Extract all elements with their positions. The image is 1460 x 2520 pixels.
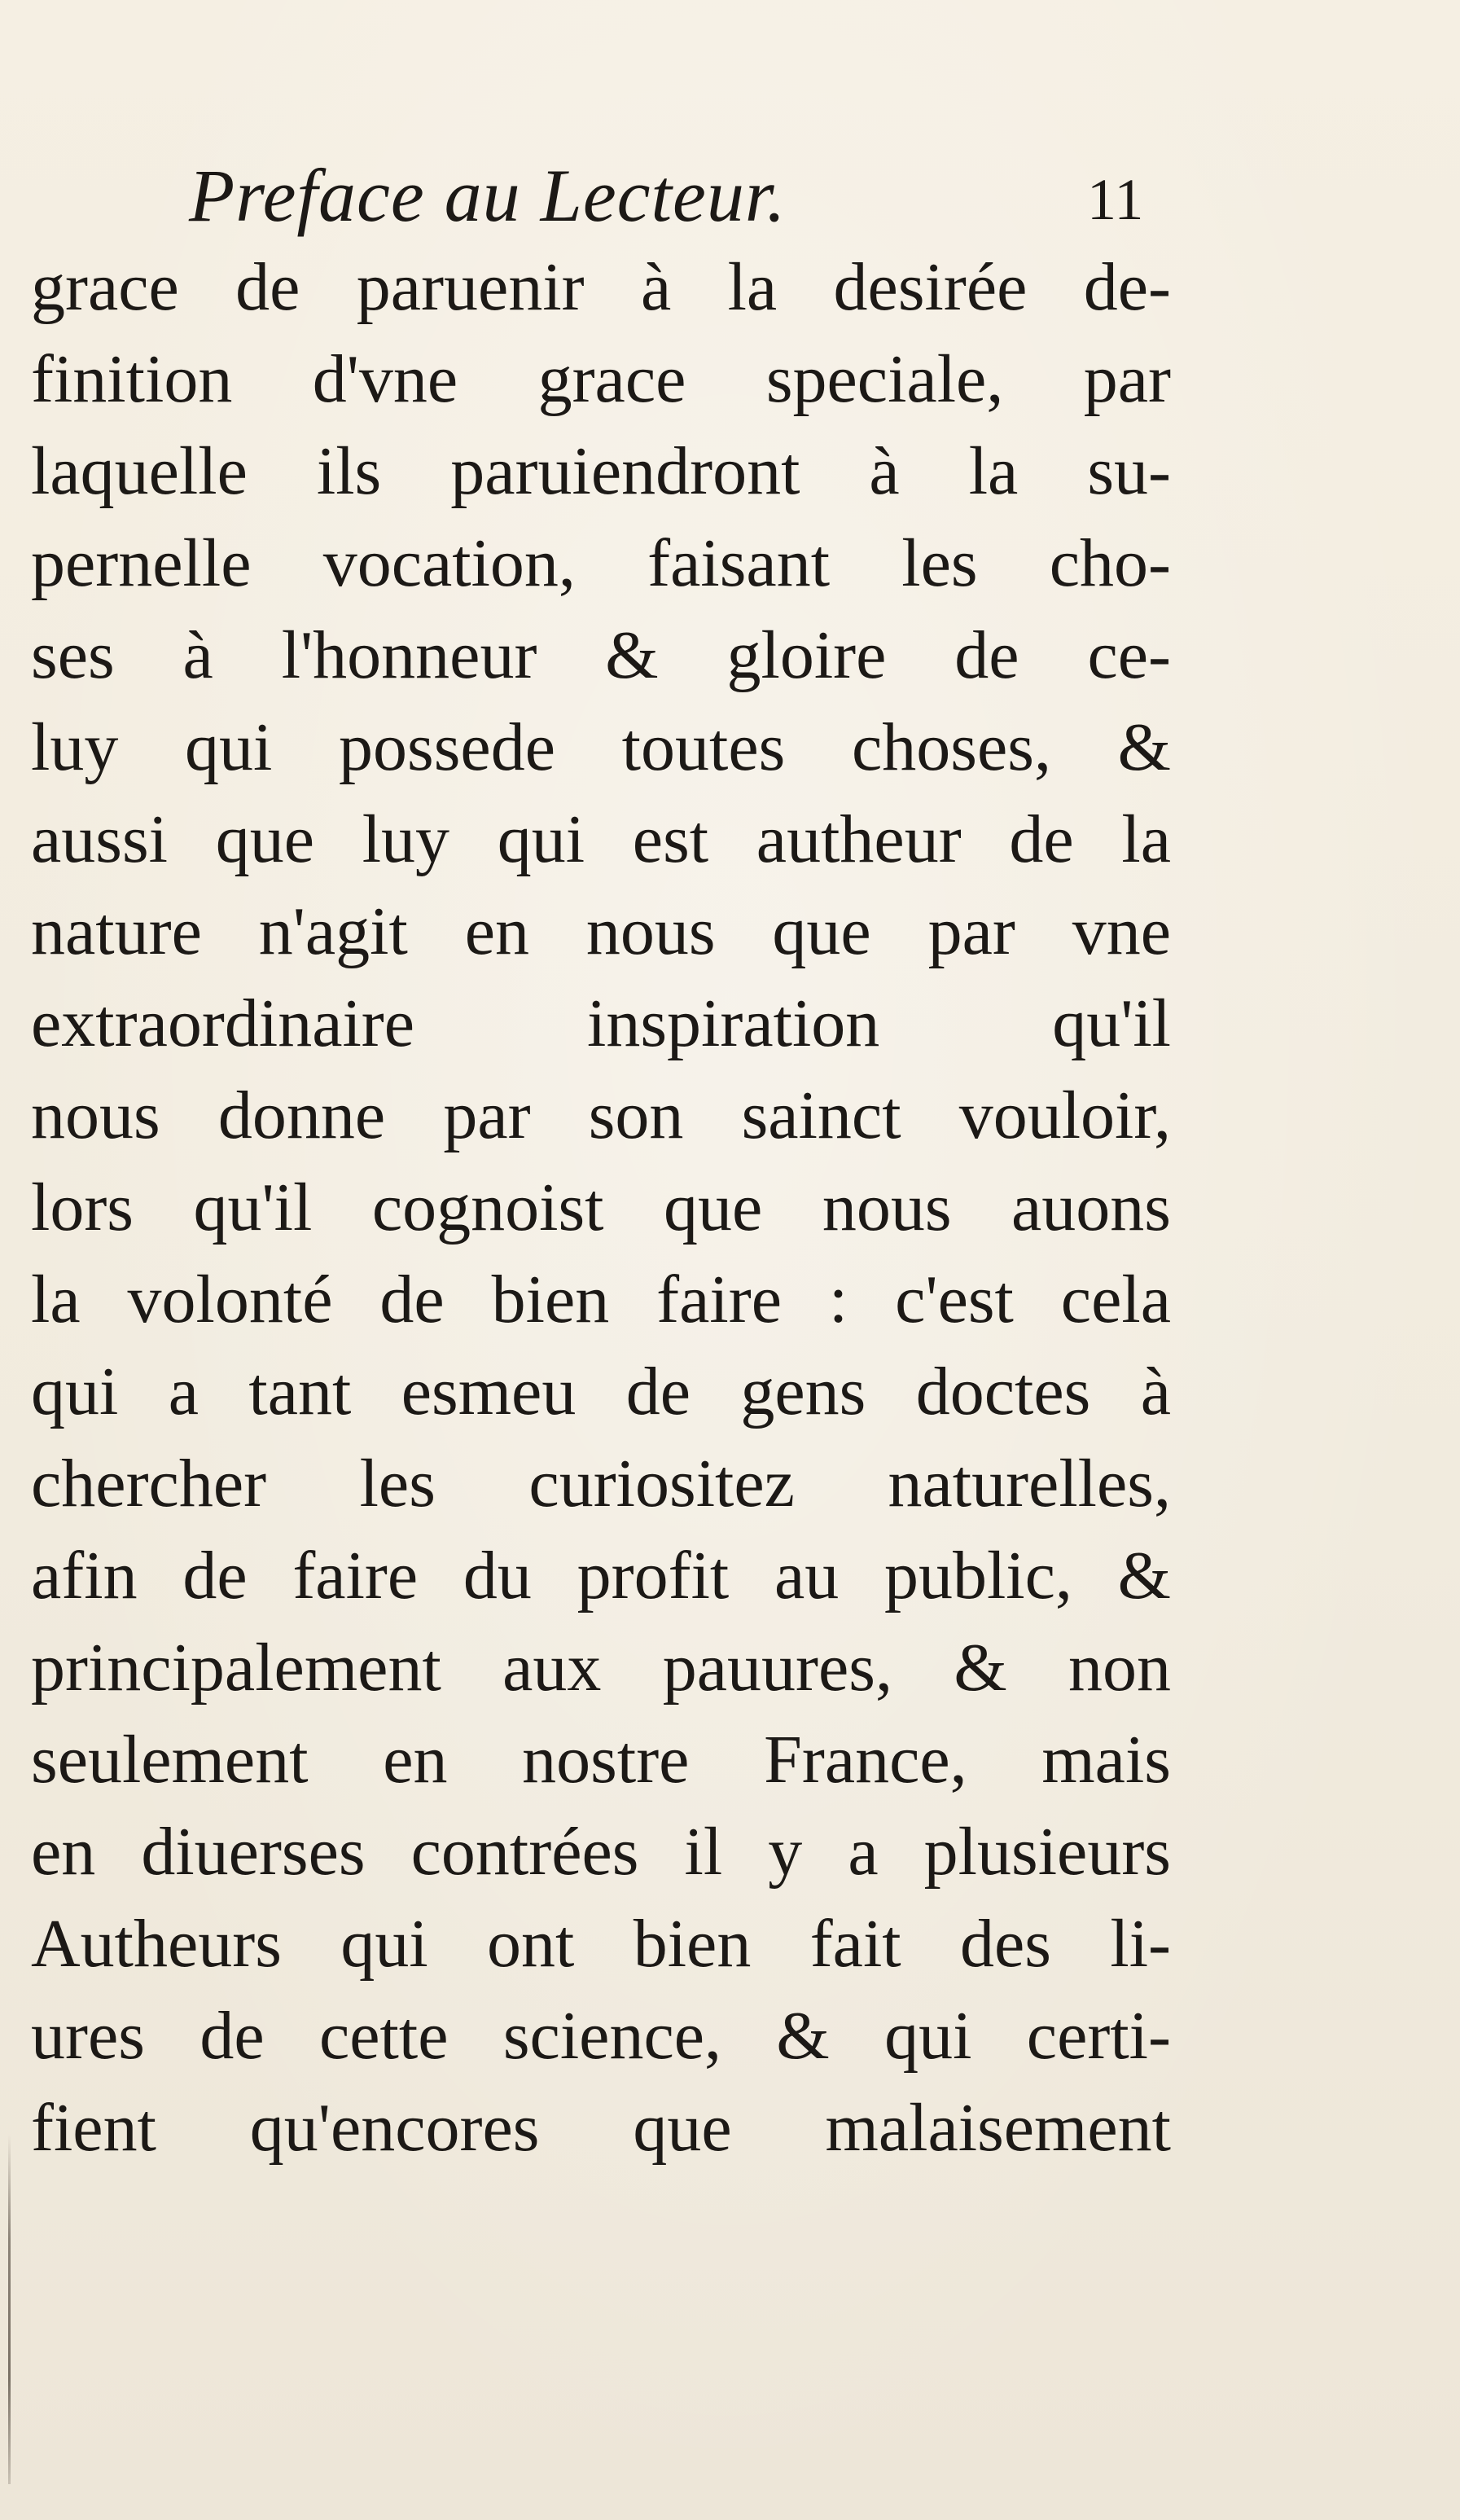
text-line: Autheurs qui ont bien fait des li- [31, 1906, 1171, 1982]
page-header [0, 151, 1460, 240]
text-line: pernelle vocation, faisant les cho- [31, 525, 1171, 601]
page-number: 11 [1087, 167, 1144, 232]
text-line: chercher les curiositez naturelles, [31, 1446, 1171, 1521]
text-line: qui a tant esmeu de gens doctes à [31, 1354, 1171, 1429]
text-line: principalement aux pauures, & non [31, 1630, 1171, 1706]
text-line: extraordinaire inspiration qu'il [31, 986, 1171, 1061]
text-line: lors qu'il cognoist que nous auons [31, 1170, 1171, 1245]
page-edge-shadow [8, 2134, 11, 2484]
text-line: afin de faire du profit au public, & [31, 1538, 1171, 1613]
text-line: la volonté de bien faire : c'est cela [31, 1262, 1171, 1337]
text-line: finition d'vne grace speciale, par [31, 341, 1171, 417]
text-line: nature n'agit en nous que par vne [31, 893, 1171, 969]
text-line: seulement en nostre France, mais [31, 1722, 1171, 1798]
text-line: ures de cette science, & qui certi- [31, 1998, 1171, 2074]
text-line: en diuerses contrées il y a plusieurs [31, 1814, 1171, 1890]
text-line: fient qu'encores que malaisement [31, 2090, 1171, 2166]
body-text [31, 241, 1171, 2174]
text-line: ses à l'honneur & gloire de ce- [31, 617, 1171, 693]
text-line: laquelle ils paruiendront à la su- [31, 433, 1171, 509]
text-line: aussi que luy qui est autheur de la [31, 801, 1171, 877]
text-line: luy qui possede toutes choses, & [31, 709, 1171, 785]
running-title: Preface au Lecteur. [189, 154, 787, 237]
text-line: grace de paruenir à la desirée de- [31, 249, 1171, 325]
text-line: nous donne par son sainct vouloir, [31, 1078, 1171, 1153]
